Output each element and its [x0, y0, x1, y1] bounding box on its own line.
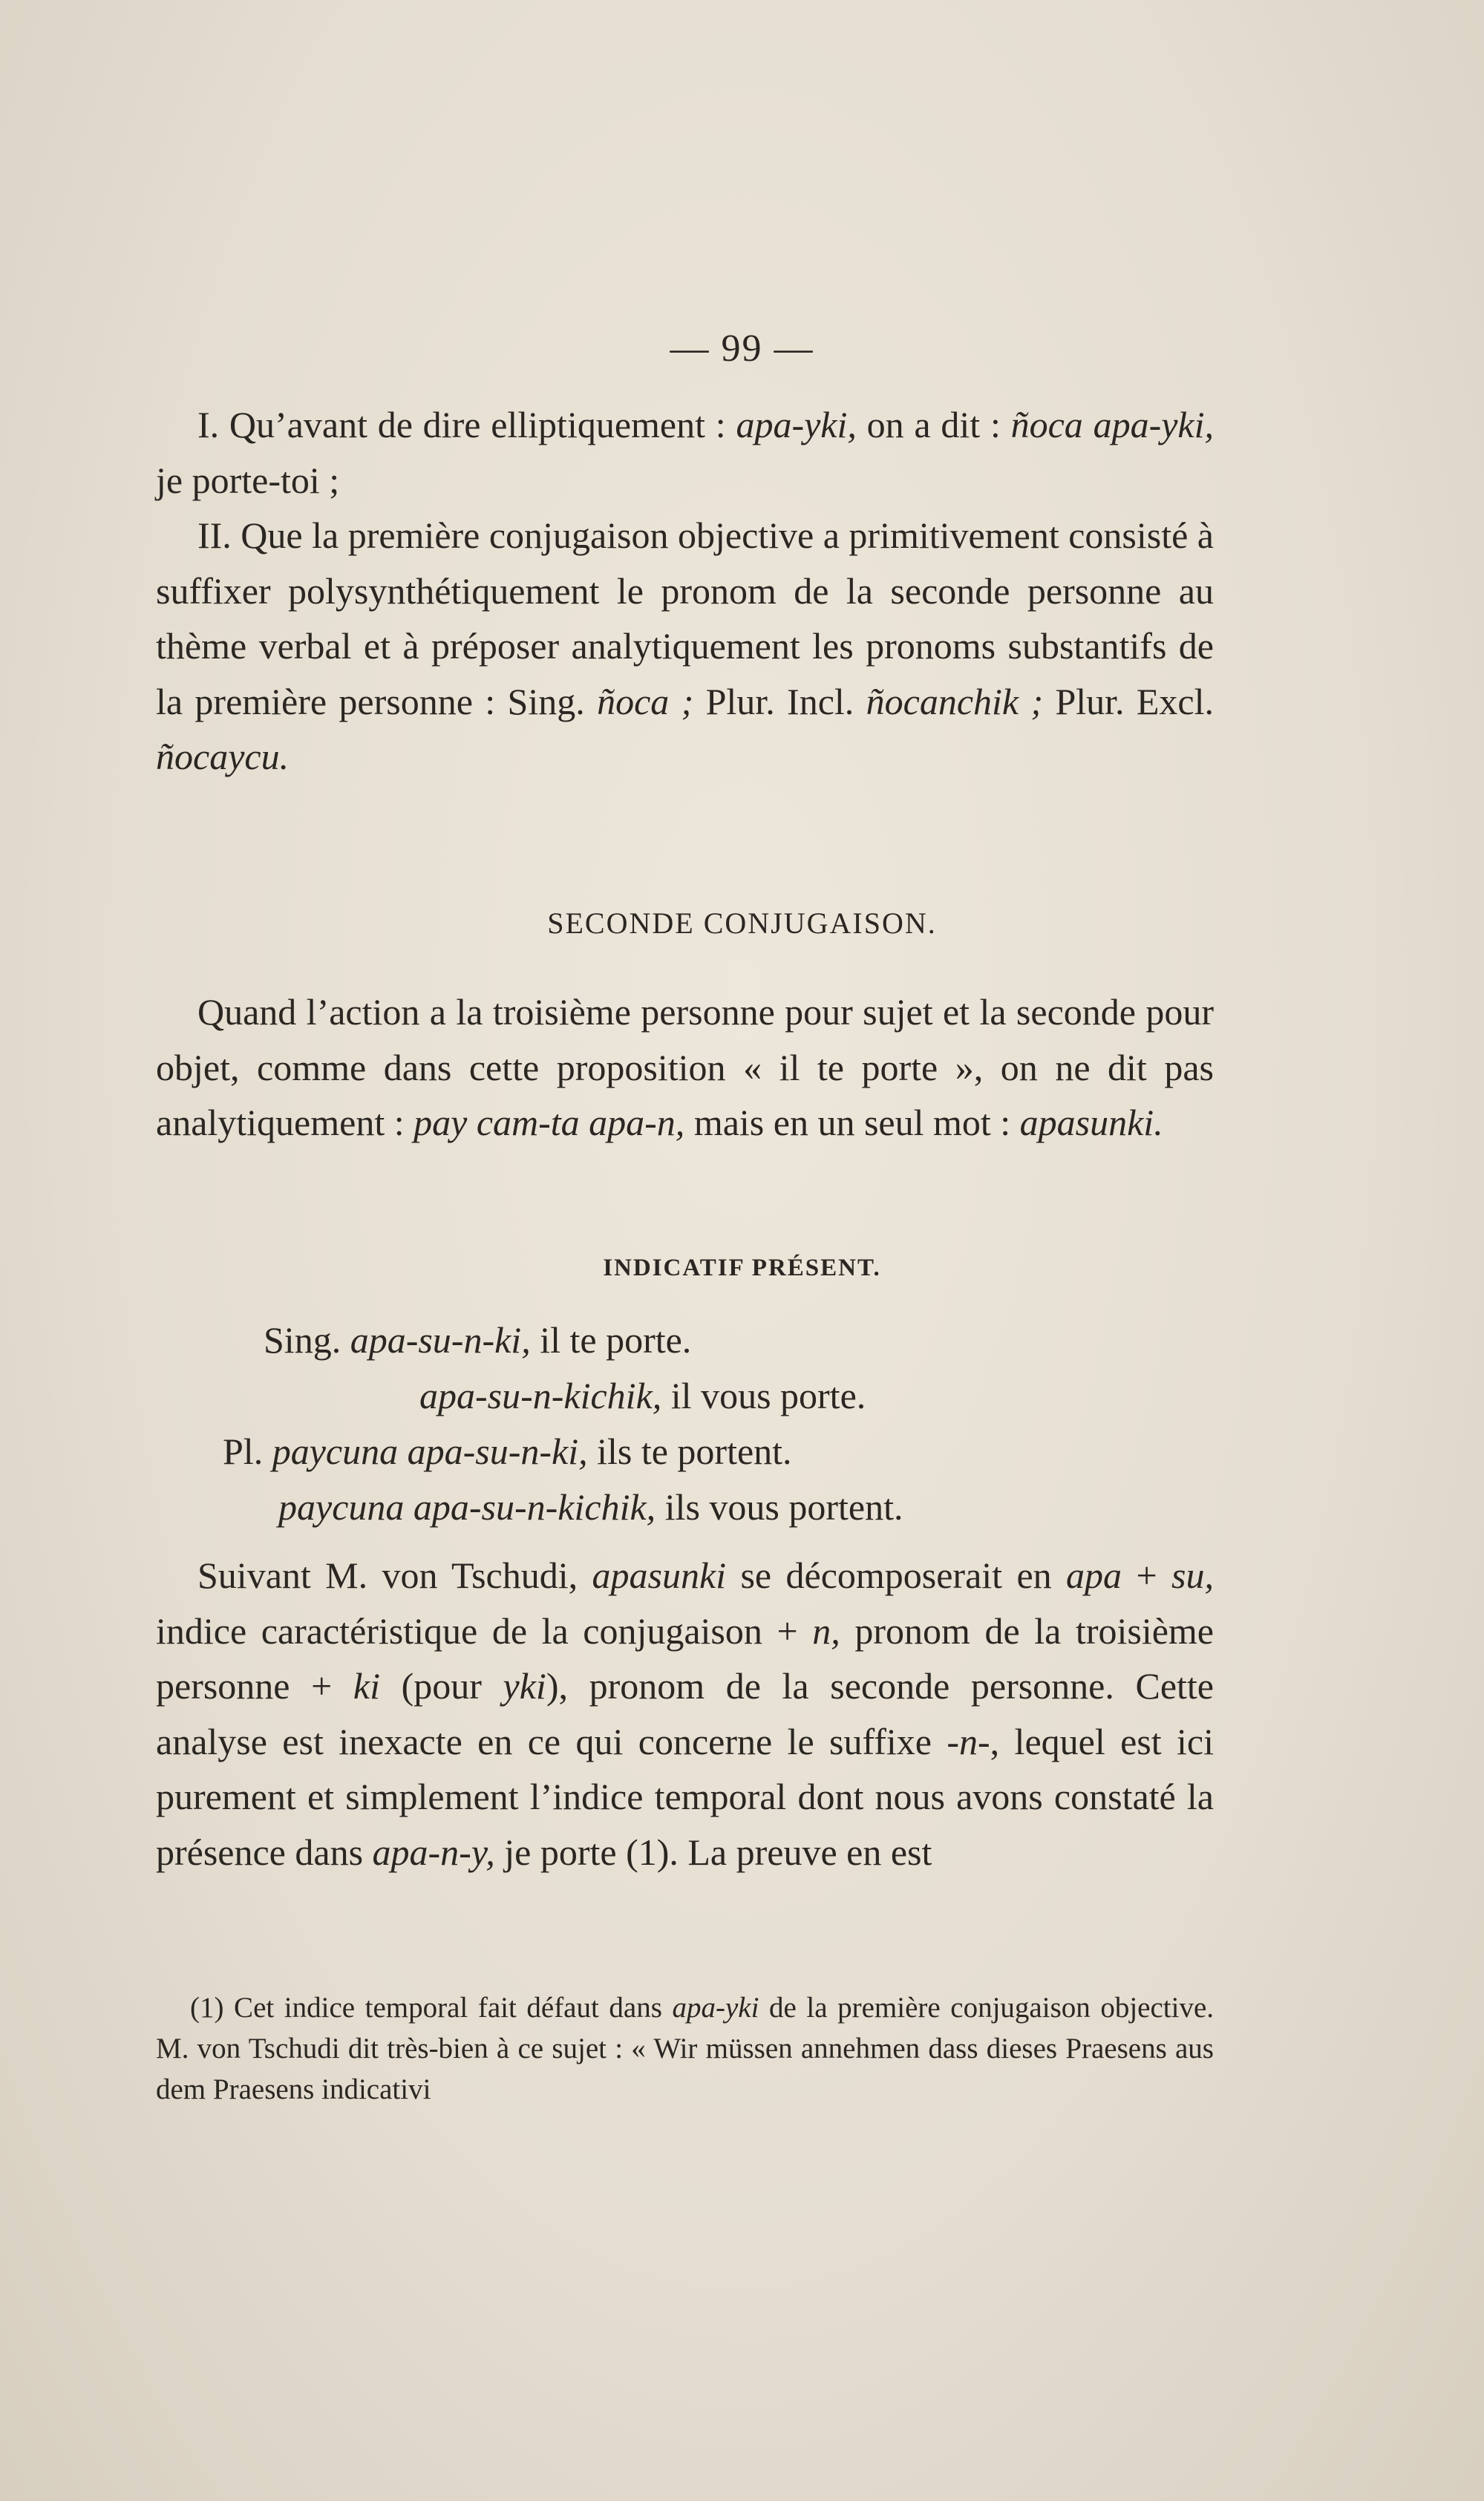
conjugation-form: apa-su-n-kichik,: [419, 1375, 662, 1416]
conjugation-form: paycuna apa-su-n-kichik,: [278, 1486, 656, 1528]
paragraph-three: [156, 984, 1214, 1151]
conjugation-gloss: il te porte.: [530, 1319, 692, 1361]
indicative-title: INDICATIF PRÉSENT.: [603, 1255, 881, 1281]
section-title: SECONDE CONJUGAISON.: [547, 906, 937, 940]
paragraph-four: [156, 1548, 1214, 1880]
paragraph-one: [156, 397, 1214, 508]
conjugation-row: [278, 1485, 903, 1529]
paragraph-three-text: Quand l’action a la troisième personne pour sujet et la seconde pour objet, comme dans cette proposition « il te porte », on ne dit pas analytiquement : pay cam-ta apa-n, mais en un seul mot : apasunki.: [156, 991, 1214, 1143]
paragraph-four-text: Suivant M. von Tschudi, apasunki se décomposerait en apa + su, indice caractéristique de la conjugaison + n, pronom de la troisième personne + ki (pour yki), pronom de la seconde personne. Cette analyse est inexacte en ce qui concerne le suffixe -n-, lequel est ici purement et simplement l’indice temporal dont nous avons constaté la présence dans apa-n-y, je porte (1). La preuve en est: [156, 1554, 1215, 1873]
paragraph-two-text: II. Que la première conjugaison objective a primitivement consisté à suffixer polysynthétiquement le pronom de la seconde personne au thème verbal et à préposer analytiquement les pronoms substantifs de la première personne : Sing. ñoca ; Plur. Incl. ñocanchik ; Plur. Excl. ñocaycu.: [156, 514, 1215, 777]
footnote-text: (1) Cet indice temporal fait défaut dans apa-yki de la première conjugaison objective. M. von Tschudi dit très-bien à ce sujet : « Wir müssen annehmen dass dieses Praesens aus dem Praesens indicativi: [156, 1992, 1215, 2105]
conjugation-form: apa-su-n-ki,: [350, 1319, 531, 1361]
conjugation-form: paycuna apa-su-n-ki,: [272, 1431, 588, 1472]
paragraph-one-text: I. Qu’avant de dire elliptiquement : apa-yki, on a dit : ñoca apa-yki, je porte-toi ;: [156, 404, 1214, 501]
conjugation-label: Pl.: [223, 1431, 264, 1472]
page-number: — 99 —: [670, 327, 814, 370]
conjugation-label: Sing.: [264, 1319, 341, 1361]
conjugation-row: [223, 1430, 792, 1473]
conjugation-gloss: il vous porte.: [661, 1375, 866, 1416]
conjugation-row: [419, 1374, 866, 1417]
conjugation-gloss: ils vous portent.: [656, 1486, 903, 1528]
footnote: [156, 1987, 1214, 2110]
conjugation-row: [264, 1318, 691, 1361]
conjugation-gloss: ils te portent.: [587, 1431, 792, 1472]
paragraph-two: [156, 508, 1214, 785]
